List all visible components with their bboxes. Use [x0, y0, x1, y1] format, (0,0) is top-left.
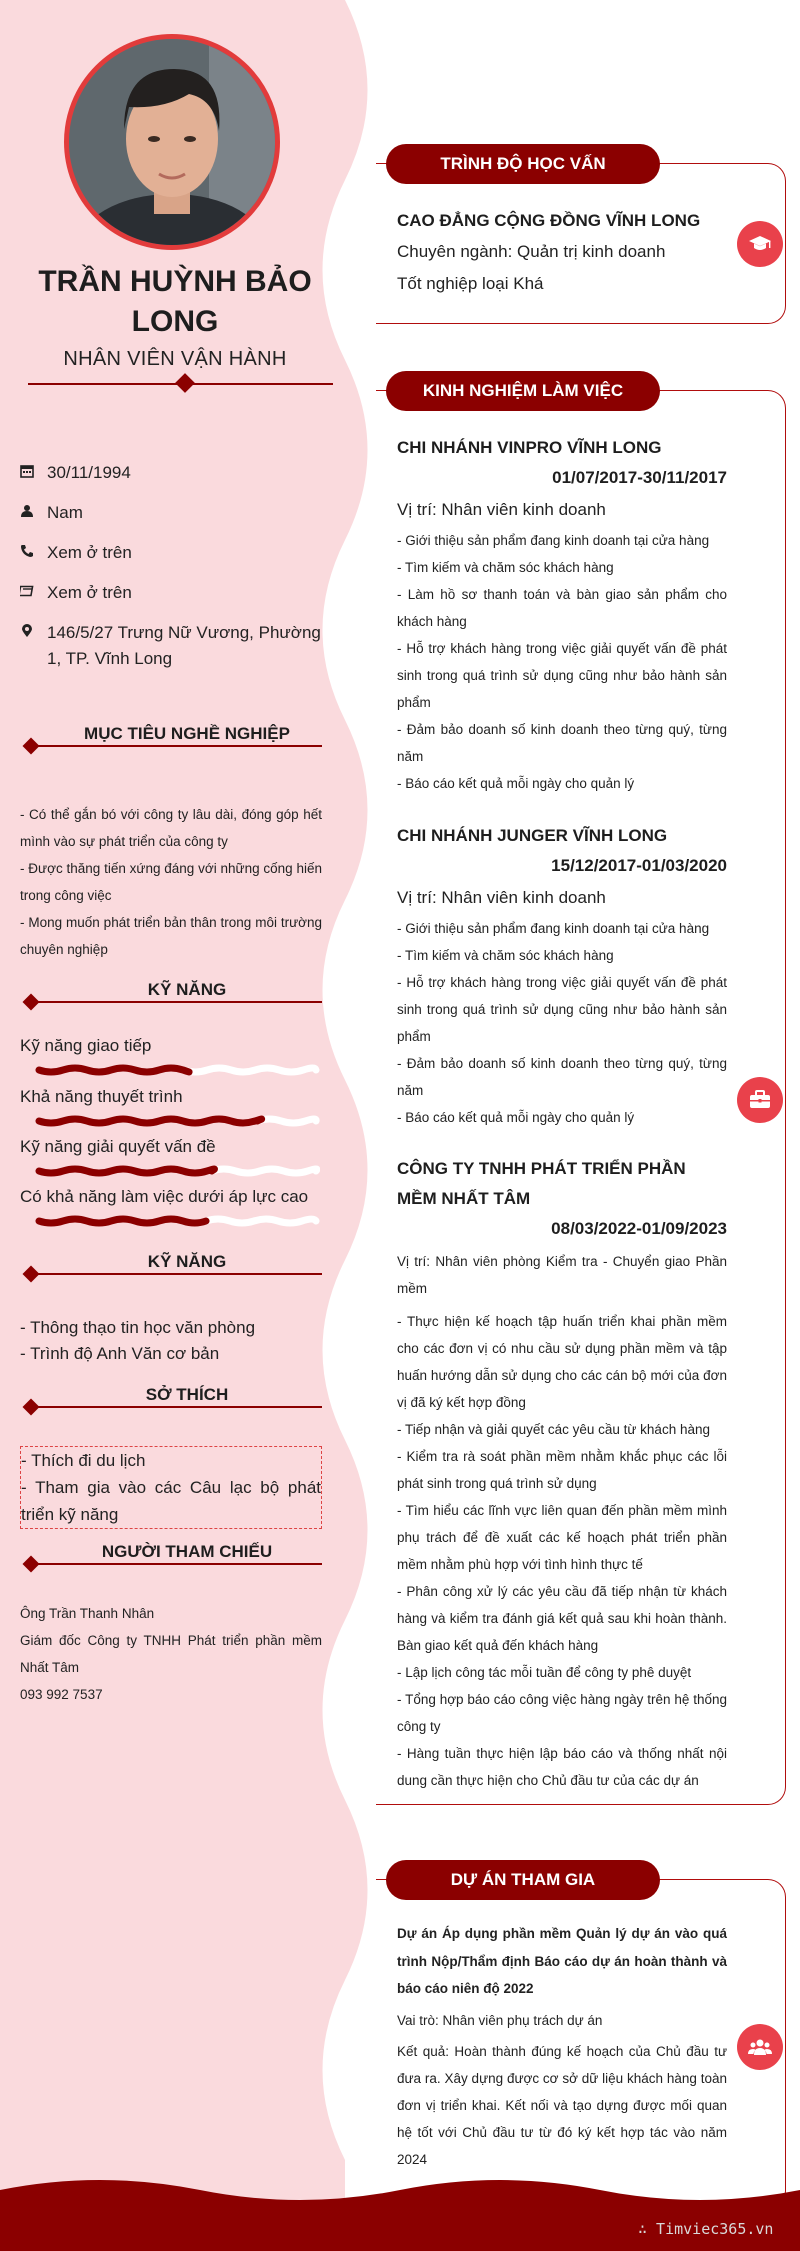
- contact-birthday: 30/11/1994: [20, 460, 330, 487]
- projects-icon-badge: [737, 2024, 783, 2070]
- job-position: Vị trí: Nhân viên kinh doanh: [397, 500, 606, 519]
- footer-wave: [0, 2170, 800, 2251]
- skill-bar-track: [183, 1068, 316, 1072]
- skill-bar-fill: [39, 1119, 262, 1123]
- skill-bar-track: [257, 1119, 316, 1123]
- job-position: Vị trí: Nhân viên phòng Kiểm tra - Chuyển giao Phần mềm: [397, 1254, 727, 1296]
- watermark: ∴ Timviec365.vn: [638, 2220, 774, 2238]
- skill-bar: [35, 1165, 320, 1177]
- briefcase-icon: [748, 1088, 772, 1112]
- contact-gender: Nam: [20, 500, 330, 527]
- job-entry: CHI NHÁNH JUNGER VĨNH LONG 15/12/2017-01/03/2020 Vị trí: Nhân viên kinh doanh - Giới thiệu sản phẩm đang kinh doanh tại cửa hàng - Tìm kiếm và chăm sóc khách hàng - Hỗ trợ khách hàng trong việc giải quyết vấn đề phát sinh trong quá trình sử dụng cũng như bảo hành sản phẩm - Đảm bảo doanh số kinh doanh theo từng quý, từng năm - Báo cáo kết quả mỗi ngày cho quản lý: [397, 821, 727, 1131]
- experience-heading: KINH NGHIỆM LÀM VIỆC: [386, 371, 660, 411]
- skill-label: Kỹ năng giải quyết vấn đề: [20, 1137, 216, 1156]
- education-icon-badge: [737, 221, 783, 267]
- contact-address: 146/5/27 Trưng Nữ Vương, Phường 1, TP. Vĩnh Long: [20, 620, 330, 672]
- objective-text: - Có thể gắn bó với công ty lâu dài, đóng góp hết mình vào sự phát triển của công ty - Được thăng tiến xứng đáng với những cống hiến trong công việc - Mong muốn phát triển bản thân trong môi trường chuyên nghiệp: [20, 807, 322, 957]
- job-period: 01/07/2017-30/11/2017: [552, 468, 727, 487]
- phone-icon: [20, 540, 47, 567]
- contact-phone: Xem ở trên: [20, 540, 330, 567]
- job-title: NHÂN VIÊN VẬN HÀNH: [63, 348, 287, 370]
- project-result: Kết quả: Hoàn thành đúng kế hoạch của Chủ đầu tư đưa ra. Xây dựng được cơ sở dữ liệu khách hàng toàn đơn vị triển khai. Kết nối và tạo dựng được mối quan hệ tốt với Chủ đầu tư từ đó ký kết hợp tác vào năm 2024: [397, 2043, 727, 2167]
- skills2-heading: KỸ NĂNG: [22, 1254, 322, 1274]
- skill-bar: [35, 1215, 320, 1227]
- project-entry: [397, 1920, 727, 2173]
- job-period: 08/03/2022-01/09/2023: [551, 1219, 727, 1238]
- project-role: Vai trò: Nhân viên phụ trách dự án: [397, 2012, 603, 2028]
- skill-bar: [35, 1064, 320, 1076]
- graduation-cap-icon: [748, 232, 772, 256]
- hobbies-heading: SỞ THÍCH: [22, 1387, 322, 1407]
- education-result: Tốt nghiệp loại Khá: [397, 274, 544, 293]
- skill-bar-fill: [39, 1068, 189, 1072]
- skill-bar-track: [206, 1219, 316, 1223]
- team-icon: [748, 2035, 772, 2059]
- company-name: CHI NHÁNH VINPRO VĨNH LONG: [397, 438, 662, 457]
- reference-heading: NGƯỜI THAM CHIẾU: [22, 1544, 322, 1564]
- objective-heading: MỤC TIÊU NGHỀ NGHIỆP: [22, 726, 322, 746]
- skill-bar: [35, 1115, 320, 1127]
- education-heading: TRÌNH ĐỘ HỌC VẤN: [386, 144, 660, 184]
- calendar-icon: [20, 460, 47, 487]
- education-major: Chuyên ngành: Quản trị kinh doanh: [397, 242, 666, 261]
- map-pin-icon: [20, 620, 47, 672]
- experience-icon-badge: [737, 1077, 783, 1123]
- user-icon: [20, 500, 47, 527]
- skill-bar-fill: [39, 1169, 214, 1173]
- email-icon: [20, 580, 47, 607]
- projects-heading: DỰ ÁN THAM GIA: [386, 1860, 660, 1900]
- job-entry: CHI NHÁNH VINPRO VĨNH LONG 01/07/2017-30/11/2017 Vị trí: Nhân viên kinh doanh - Giới thiệu sản phẩm đang kinh doanh tại cửa hàng - Tìm kiếm và chăm sóc khách hàng - Làm hồ sơ thanh toán và bàn giao sản phẩm cho khách hàng - Hỗ trợ khách hàng trong việc giải quyết vấn đề phát sinh trong quá trình sử dụng cũng như bảo hành sản phẩm - Đảm bảo doanh số kinh doanh theo từng quý, từng năm - Báo cáo kết quả mỗi ngày cho quản lý: [397, 433, 727, 797]
- portrait-photo: [69, 39, 275, 245]
- school-name: CAO ĐẲNG CỘNG ĐỒNG VĨNH LONG: [397, 211, 701, 230]
- company-name: CHI NHÁNH JUNGER VĨNH LONG: [397, 826, 668, 845]
- skill-label: Khả năng thuyết trình: [20, 1087, 183, 1106]
- job-entry: CÔNG TY TNHH PHÁT TRIỂN PHẦN MỀM NHẤT TÂM 08/03/2022-01/09/2023 Vị trí: Nhân viên phòng Kiểm tra - Chuyển giao Phần mềm - Thực hiện kế hoạch tập huấn triển khai phần mềm cho các đơn vị có nhu cầu sử dụng phần mềm và tập huấn hướng dẫn sử dụng cho các cán bộ mới của đơn vị đã ký kết hợp đồng - Tiếp nhận và giải quyết các yêu cầu từ khách hàng - Kiểm tra rà soát phần mềm nhằm khắc phục các lỗi phát sinh trong quá trình sử dụng - Tìm hiểu các lĩnh vực liên quan đến phần mềm mình phụ trách để đề xuất các kế hoạch phát triển phần mềm nhằm phù hợp với tình hình thực tế - Phân công xử lý các yêu cầu đã tiếp nhận từ khách hàng và kiểm tra đánh giá kết quả sau khi hoàn thành. Bàn giao kết quả đến khách hàng - Lập lịch công tác mỗi tuần để công ty phê duyệt - Tổng hợp báo cáo công việc hàng ngày trên hệ thống công ty - Hàng tuần thực hiện lập báo cáo và thống nhất nội dung cần thực hiện cho Chủ đầu tư của các dự án: [397, 1154, 727, 1794]
- skill-bar-track: [212, 1169, 317, 1173]
- hobbies-list: - Thích đi du lịch - Tham gia vào các Câu lạc bộ phát triển kỹ năng: [20, 1446, 322, 1529]
- skill-bar-fill: [39, 1219, 206, 1223]
- contact-email: Xem ở trên: [20, 580, 330, 607]
- education-content: [397, 206, 727, 300]
- company-name: CÔNG TY TNHH PHÁT TRIỂN PHẦN MỀM NHẤT TÂM: [397, 1159, 686, 1208]
- full-name: TRẦN HUỲNH BẢO LONG: [38, 265, 312, 338]
- skill-label: Có khả năng làm việc dưới áp lực cao: [20, 1187, 309, 1206]
- avatar: [64, 34, 280, 250]
- project-title: Dự án Áp dụng phần mềm Quản lý dự án vào quá trình Nộp/Thẩm định Báo cáo dự án hoàn thành và báo cáo niên độ 2022: [397, 1926, 727, 1996]
- skills-heading: KỸ NĂNG: [22, 982, 322, 1002]
- job-period: 15/12/2017-01/03/2020: [551, 856, 727, 875]
- skill-label: Kỹ năng giao tiếp: [20, 1036, 152, 1055]
- skills2-list: - Thông thạo tin học văn phòng - Trình độ Anh Văn cơ bản: [20, 1318, 256, 1363]
- reference-info: Ông Trần Thanh Nhân Giám đốc Công ty TNHH Phát triển phần mềm Nhất Tâm 093 992 7537: [20, 1606, 322, 1702]
- job-position: Vị trí: Nhân viên kinh doanh: [397, 888, 606, 907]
